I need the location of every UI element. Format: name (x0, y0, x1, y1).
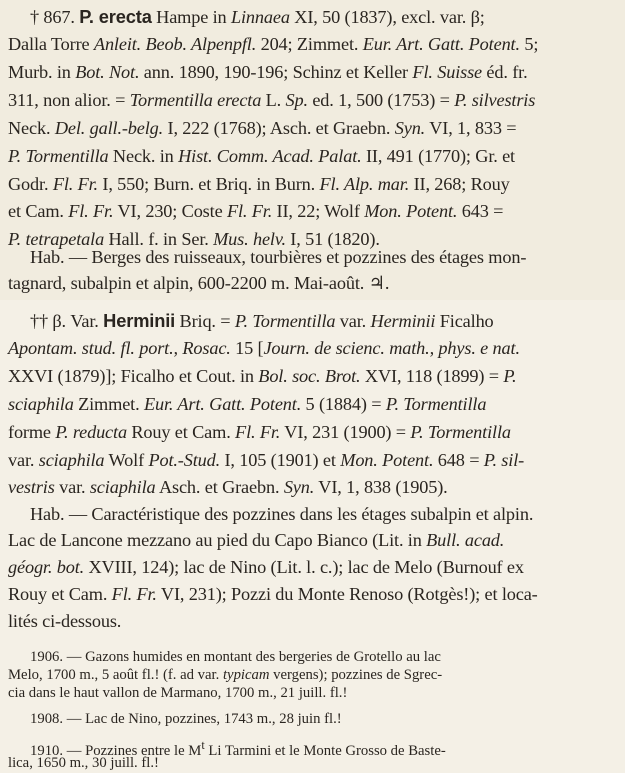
variety-line: XXVI (1879)]; Ficalho et Cout. in Bol. soc. Brot. XVI, 118 (1899) = P. (8, 366, 517, 386)
variety-line: vestris var. sciaphila Asch. et Graebn. Syn. VI, 1, 838 (1905). (8, 477, 448, 497)
habitat-line: Rouy et Cam. Fl. Fr. VI, 231); Pozzi du Monte Renoso (Rotgès!); et loca- (8, 584, 538, 604)
entry-867-line: Godr. Fl. Fr. I, 550; Burn. et Briq. in Burn. Fl. Alp. mar. II, 268; Rouy (8, 174, 510, 194)
entry-867-line: Neck. Del. gall.-belg. I, 222 (1768); Asch. et Graebn. Syn. VI, 1, 833 = (8, 118, 517, 138)
entry-867-line: et Cam. Fl. Fr. VI, 230; Coste Fl. Fr. II, 22; Wolf Mon. Potent. 643 = (8, 201, 504, 221)
entry-867-line: Dalla Torre Anleit. Beob. Alpenpfl. 204; Zimmet. Eur. Art. Gatt. Potent. 5; (8, 34, 539, 54)
entry-867-line: P. tetrapetala Hall. f. in Ser. Mus. helv. I, 51 (1820). (8, 229, 380, 249)
variety-line: Apontam. stud. fl. port., Rosac. 15 [Journ. de scienc. math., phys. e nat. (8, 338, 520, 358)
habitat-line: tagnard, subalpin et alpin, 600-2200 m. Mai-août. ♃. (8, 273, 390, 293)
entry-867-line: † 867. P. erecta Hampe in Linnaea XI, 50 (1837), excl. var. β; (30, 6, 485, 27)
record-line: lica, 1650 m., 30 juill. fl.! (8, 755, 159, 771)
habitat-line: géogr. bot. XVIII, 124); lac de Nino (Lit. l. c.); lac de Melo (Burnouf ex (8, 557, 524, 577)
variety-line: †† β. Var. Herminii Briq. = P. Tormentilla var. Herminii Ficalho (30, 310, 494, 331)
variety-line: forme P. reducta Rouy et Cam. Fl. Fr. VI, 231 (1900) = P. Tormentilla (8, 422, 511, 442)
habitat-line: Hab. — Berges des ruisseaux, tourbières et pozzines des étages mon- (30, 247, 527, 267)
record-line: 1910. — Pozzines entre le $M^t$ Li Tarmini et le Monte Grosso de Baste- (30, 738, 446, 759)
entry-867-line: Murb. in Bot. Not. ann. 1890, 190-196; Schinz et Keller Fl. Suisse éd. fr. (8, 62, 528, 82)
entry-867-block (0, 0, 625, 300)
variety-line: var. sciaphila Wolf Pot.-Stud. I, 105 (1901) et Mon. Potent. 648 = P. sil- (8, 450, 525, 470)
record-line: 1906. — Gazons humides en montant des bergeries de Grotello au lac (30, 649, 441, 665)
habitat-line: Lac de Lancone mezzano au pied du Capo Bianco (Lit. in Bull. acad. (8, 530, 505, 550)
habitat-line: lités ci-dessous. (8, 611, 122, 631)
entry-867-line: P. Tormentilla Neck. in Hist. Comm. Acad. Palat. II, 491 (1770); Gr. et (8, 146, 515, 166)
record-line: 1908. — Lac de Nino, pozzines, 1743 m., 28 juin fl.! (30, 711, 342, 727)
record-line: cia dans le haut vallon de Marmano, 1700 m., 21 juill. fl.! (8, 685, 348, 701)
habitat-line: Hab. — Caractéristique des pozzines dans les étages subalpin et alpin. (30, 504, 534, 524)
variety-line: sciaphila Zimmet. Eur. Art. Gatt. Potent. 5 (1884) = P. Tormentilla (8, 394, 487, 414)
var-herminii-block (0, 300, 625, 773)
record-line: Melo, 1700 m., 5 août fl.! (f. ad var. typicam vergens); pozzines de Sgrec- (8, 667, 443, 683)
entry-867-line: 311, non alior. = Tormentilla erecta L. Sp. ed. 1, 500 (1753) = P. silvestris (8, 90, 536, 110)
